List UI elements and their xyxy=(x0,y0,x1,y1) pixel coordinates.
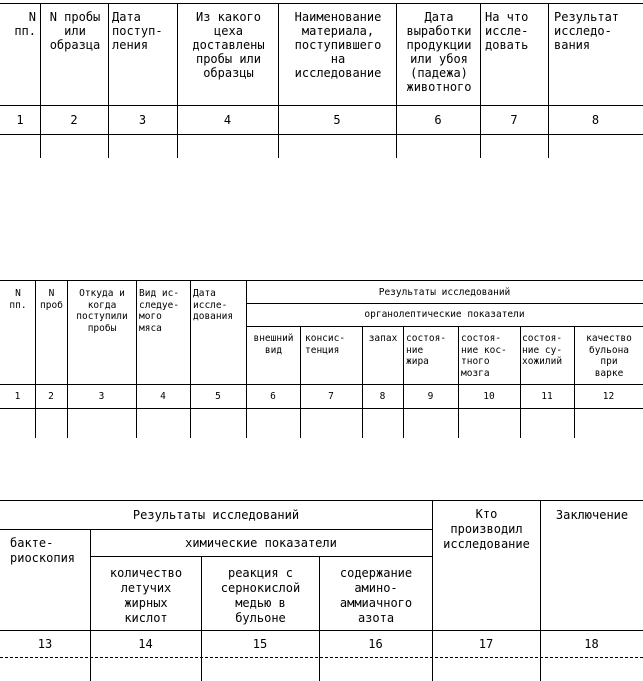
t2-sub-appearance: внешний вид xyxy=(253,333,294,356)
t1-header-what-to-test: На что иссле- довать xyxy=(485,10,529,52)
t3-group-chemical: химические показатели xyxy=(185,536,337,550)
t2-sub-broth-quality: качество бульона при варке xyxy=(586,333,632,379)
t3-header-fatty-acids: количество летучих жирных кислот xyxy=(109,566,183,625)
t2-number-8: 8 xyxy=(379,391,386,402)
t1-number-2: 2 xyxy=(70,113,78,127)
t2-number-11: 11 xyxy=(541,391,553,402)
t2-number-6: 6 xyxy=(270,391,276,402)
t2-number-1: 1 xyxy=(14,391,21,402)
t1-number-6: 6 xyxy=(434,113,442,127)
t2-number-4: 4 xyxy=(160,391,166,402)
t3-number-17: 17 xyxy=(478,637,494,651)
t1-number-3: 3 xyxy=(138,113,147,127)
t3-header-bacterioscopy: бакте- риоскопия xyxy=(10,536,76,565)
t1-number-4: 4 xyxy=(223,113,232,127)
t2-sub-tendon-state: состоя- ние су- хожилий xyxy=(522,333,563,367)
t1-header-sample-number: N пробы или образца xyxy=(49,10,101,52)
t2-sub-smell: запах xyxy=(368,333,398,344)
t2-number-9: 9 xyxy=(427,391,434,402)
t2-number-5: 5 xyxy=(215,391,221,402)
t1-header-production-date: Дата выработки продукции или убоя (падежа) животного xyxy=(406,10,472,94)
t2-header-origin: Откуда и когда поступили пробы xyxy=(76,288,128,334)
t3-number-18: 18 xyxy=(584,637,599,651)
t1-number-5: 5 xyxy=(333,113,341,127)
t2-number-12: 12 xyxy=(602,391,615,402)
t1-header-result: Результат исследо- вания xyxy=(554,10,620,52)
t2-number-7: 7 xyxy=(328,391,334,402)
t2-sub-fat-state: состоя- ние жира xyxy=(406,333,447,367)
t2-header-meat-type: Вид ис- следуе- мого мяса xyxy=(139,288,180,334)
t2-header-sample-number: N проб xyxy=(40,288,63,311)
t1-header-index: N пп. xyxy=(14,10,36,38)
t1-header-arrival-date: Дата поступ- ления xyxy=(112,10,163,52)
t3-header-conclusion: Заключение xyxy=(555,508,629,522)
t1-number-1: 1 xyxy=(16,113,24,127)
t3-header-copper-reaction: реакция с сернокислой медью в бульоне xyxy=(220,566,301,625)
t2-header-index: N пп. xyxy=(9,288,27,311)
t1-number-8: 8 xyxy=(591,113,600,127)
t2-sub-consistency: консис- тенция xyxy=(305,333,346,356)
t2-number-10: 10 xyxy=(483,391,495,402)
t2-number-2: 2 xyxy=(48,391,54,402)
t1-number-7: 7 xyxy=(510,113,518,127)
t3-header-who-tested: Кто производил исследование xyxy=(443,507,530,551)
t2-group-organoleptic: органолептические показатели xyxy=(364,309,525,320)
t3-header-amino-nitrogen: содержание амино- аммиачного азота xyxy=(339,566,413,625)
t3-number-14: 14 xyxy=(138,637,153,651)
t1-header-workshop: Из какого цеха доставлены пробы или образцы xyxy=(192,10,265,80)
t1-header-material-name: Наименование материала, поступившего на исследование xyxy=(294,10,382,80)
t2-header-test-date: Дата иссле- дования xyxy=(193,288,234,322)
t3-number-13: 13 xyxy=(37,637,53,651)
t3-number-15: 15 xyxy=(252,637,268,651)
t2-number-3: 3 xyxy=(98,391,105,402)
t2-sub-marrow-state: состоя- ние кос- тного мозга xyxy=(461,333,507,379)
t3-group-results: Результаты исследований xyxy=(132,508,300,522)
t2-group-results: Результаты исследований xyxy=(378,287,511,298)
t3-number-16: 16 xyxy=(368,637,383,651)
